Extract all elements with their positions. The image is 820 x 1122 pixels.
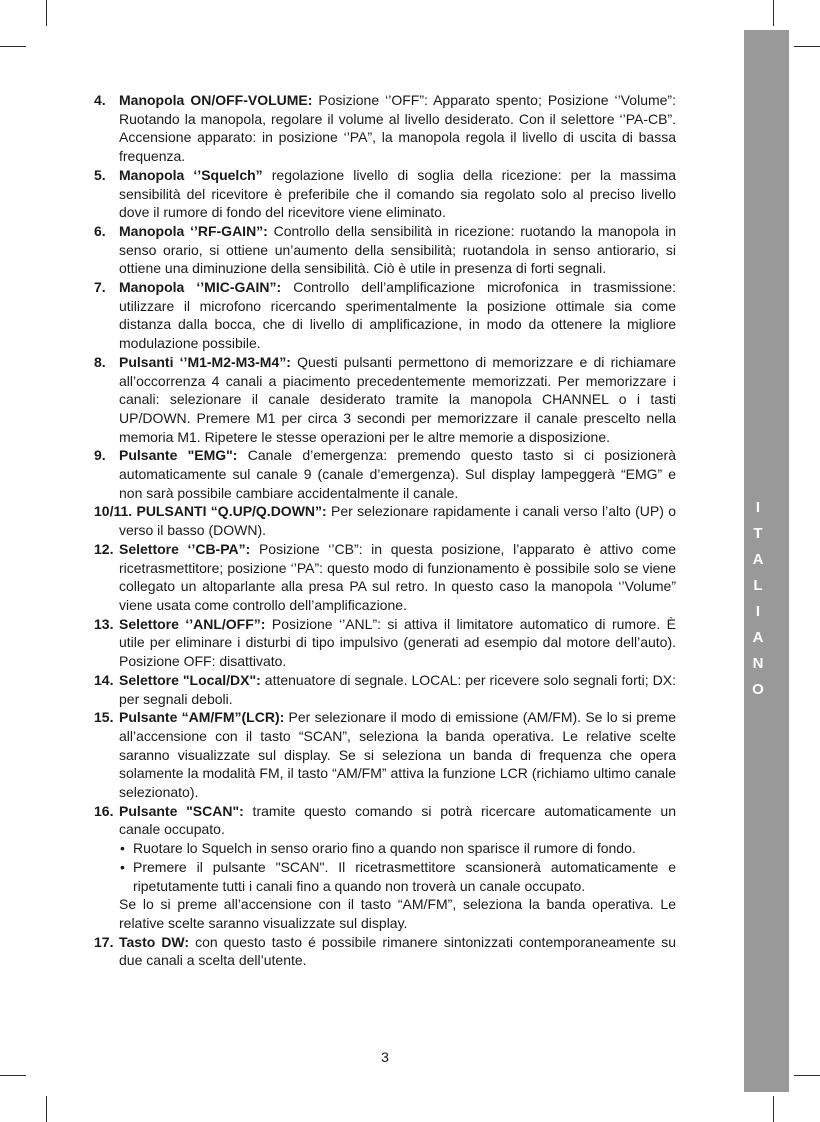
page-number: 3 <box>381 1049 389 1065</box>
item-text: Canale d’emergenza: premendo questo tasto si ci posizionerà automaticamente sul canale 9 (canale d’emergenza). Sul display lampeggerà “EMG” e non sarà possibile cambiare accidentalmente il canale. <box>119 447 676 501</box>
manual-item <box>94 353 676 447</box>
manual-item <box>94 615 676 671</box>
manual-item <box>94 540 676 615</box>
item-text: attenuatore di segnale. LOCAL: per ricevere solo segnali forti; DX: per segnali deboli. <box>119 671 676 707</box>
language-label: I T A L I A N O <box>752 499 764 698</box>
item-note: Se lo si preme all’accensione con il tasto “AM/FM”, seleziona la banda operativa. Le relative scelte saranno visualizzate sul display. <box>119 896 676 931</box>
item-number: 17. <box>94 933 114 950</box>
bullet-item <box>119 839 676 858</box>
item-text: Per selezionare rapidamente i canali verso l’alto (UP) o verso il basso (DOWN). <box>119 503 677 539</box>
item-text: Posizione ‘’OFF”: Apparato spento; Posizione ‘’Volume”: Ruotando la manopola, regolare il volume al livello desiderato. Con il selettore ‘’PA-CB”. Accensione apparato: in posizione ‘’PA”, la manopola regola il livello di uscita di bassa frequenza. <box>119 92 676 165</box>
bullet-text: Premere il pulsante "SCAN". Il ricetrasmettitore scansionerà automaticamente e ripetutamente tutti i canali fino a quando non troverà un canale occupato. <box>133 858 676 894</box>
item-title: Manopola ‘’RF-GAIN”: <box>119 222 268 239</box>
item-text: Questi pulsanti permettono di memorizzare e di richiamare all’occorrenza 4 canali a piacimento precedentemente memorizzati. Per memorizzare i canali: selezionare il canale desiderato tramite la manopola CHANNEL o i tasti UP/DOWN. Premere M1 per circa 3 secondi per memorizzare il canale prescelto nella memoria M1. Ripetere le stesse operazioni per le altre memorie a disposizione. <box>119 353 676 445</box>
crop-mark <box>773 0 774 26</box>
item-title: Pulsante “AM/FM”(LCR): <box>119 709 285 726</box>
crop-mark <box>46 1096 47 1122</box>
item-text: regolazione livello di soglia della ricezione: per la massima sensibilità del ricevitore è preferibile che il comando sia regolato solo al preciso livello dove il rumore di fondo del ricevitore viene eliminato. <box>119 166 677 221</box>
manual-item <box>94 671 676 708</box>
item-number: 6. <box>94 222 106 239</box>
item-text: Posizione ‘’ANL”: si attiva il limitatore automatico di rumore. È utile per eliminare i disturbi di tipo impulsivo (generati ad esempio dal motore dell’auto). Posizione OFF: disattivato. <box>119 615 676 670</box>
crop-mark <box>773 1096 774 1122</box>
crop-mark <box>46 0 47 26</box>
item-text: tramite questo comando si potrà ricercare automaticamente un canale occupato. <box>119 802 676 838</box>
item-number: 5. <box>94 166 106 183</box>
manual-item <box>94 502 676 539</box>
crop-mark <box>794 1075 820 1076</box>
item-title: Pulsante "SCAN": <box>119 802 244 819</box>
item-number: 9. <box>94 447 106 464</box>
manual-item <box>94 166 676 222</box>
item-text: Controllo della sensibilità in ricezione: ruotando la manopola in senso orario, si ottiene un’aumento della sensibilità; ruotandola in senso antiorario, si ottiene una diminuzione della sensibilità. Ciò è utile in presenza di forti segnali. <box>119 222 676 277</box>
crop-mark <box>0 1075 26 1076</box>
item-number: 15. <box>94 709 114 726</box>
item-title: Selettore ‘’ANL/OFF”: <box>119 615 266 632</box>
manual-item <box>94 446 676 502</box>
item-number: 10/11. <box>94 503 133 520</box>
manual-item <box>94 222 676 278</box>
item-number: 14. <box>94 671 114 688</box>
item-number: 16. <box>94 802 114 819</box>
manual-item <box>94 278 676 353</box>
item-title: Manopola ‘’Squelch” <box>119 166 263 183</box>
manual-item <box>94 91 676 166</box>
item-text: Per selezionare il modo di emissione (AM/FM). Se lo si preme all’accensione con il tasto “SCAN”, seleziona la banda operativa. Le relative scelte saranno visualizzate sul display. Se si seleziona un banda di frequenza che opera solamente la modalità FM, il tasto “AM/FM” attiva la funzione LCR (richiamo ultimo canale selezionato). <box>119 709 676 801</box>
bullet-icon: • <box>120 858 125 875</box>
item-text: Controllo dell’amplificazione microfonica in trasmissione: utilizzare il microfono ricercando sperimentalmente la posizione ottimale sia come distanza dalla bocca, che di livello di amplificazione, in modo da ottenere la migliore modulazione possibile. <box>119 279 676 352</box>
manual-body <box>94 91 676 970</box>
item-title: Tasto DW: <box>119 933 190 950</box>
item-title: Manopola ‘’MIC-GAIN”: <box>119 279 282 296</box>
item-title: Pulsante "EMG": <box>119 447 238 464</box>
bullet-item <box>119 858 676 895</box>
item-number: 13. <box>94 615 114 632</box>
item-number: 8. <box>94 353 106 370</box>
bullet-text: Ruotare lo Squelch in senso orario fino a quando non sparisce il rumore di fondo. <box>133 840 636 857</box>
item-title: Selettore ‘’CB-PA”: <box>119 540 251 557</box>
item-title: Pulsanti ‘’M1-M2-M3-M4”: <box>119 353 291 370</box>
crop-mark <box>794 46 820 47</box>
item-title: Manopola ON/OFF-VOLUME: <box>119 92 313 108</box>
manual-item <box>94 708 676 802</box>
manual-item <box>94 933 676 970</box>
bullet-icon: • <box>120 840 125 857</box>
item-title: Selettore "Local/DX": <box>119 671 261 688</box>
item-number: 7. <box>94 279 106 296</box>
crop-mark <box>0 46 26 47</box>
manual-item <box>94 802 676 933</box>
item-text: Posizione ‘’CB”: in questa posizione, l’apparato è attivo come ricetrasmettitore; posizione ‘’PA”: questo modo di funzionamento è possibile solo se viene collegato un altoparlante alla presa PA sul retro. In questo caso la manopola ‘’Volume” viene usata come controllo dell’amplificazione. <box>119 540 676 613</box>
item-number: 12. <box>94 540 114 557</box>
item-text: con questo tasto é possibile rimanere sintonizzati contemporaneamente su due canali a scelta dell’utente. <box>119 933 676 969</box>
item-title: PULSANTI “Q.UP/Q.DOWN”: <box>136 503 327 520</box>
item-number: 4. <box>94 92 106 108</box>
